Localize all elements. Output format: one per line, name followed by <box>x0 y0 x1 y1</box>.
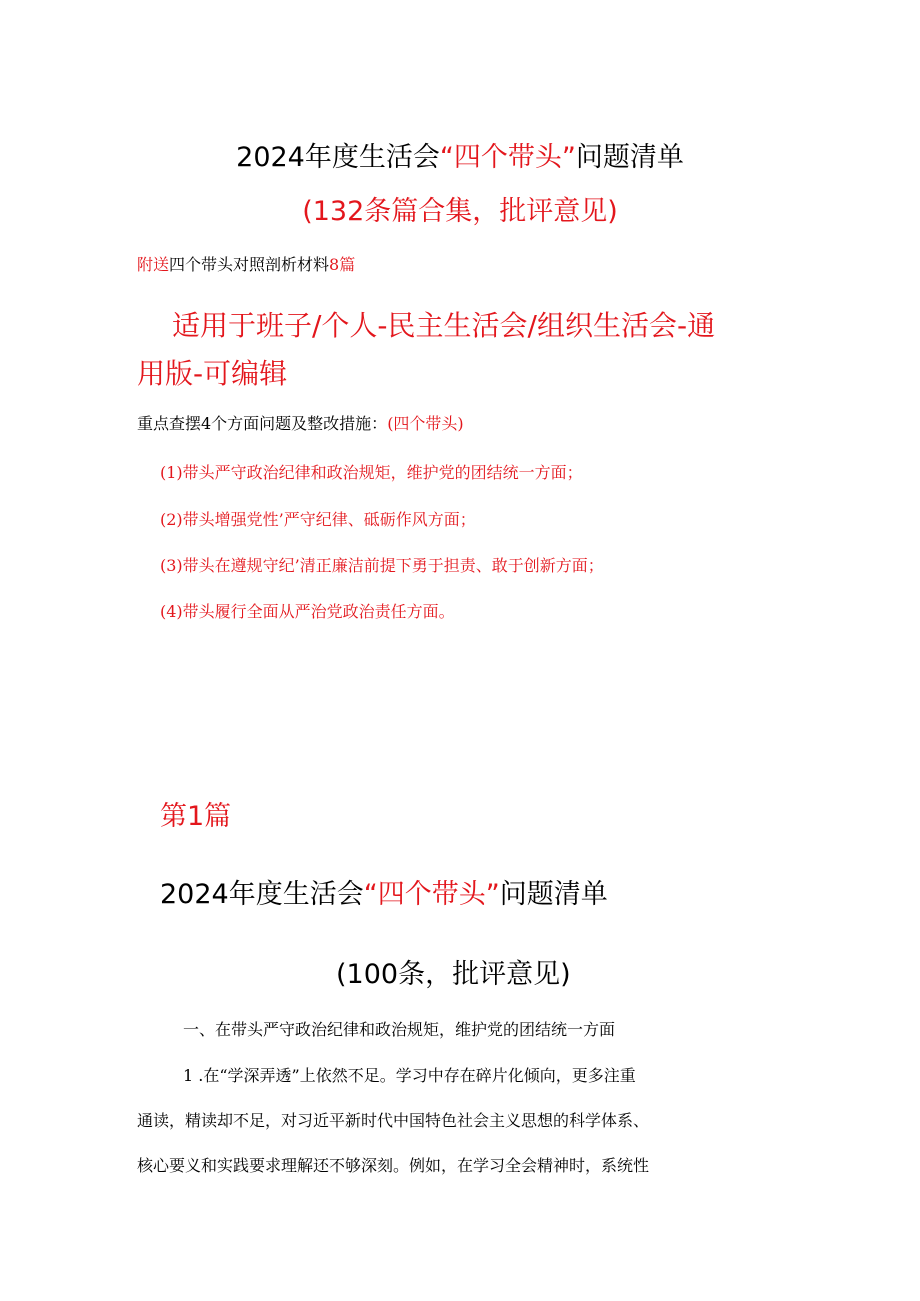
body-line-1: 1 .在“学深弄透”上依然不足。学习中存在碎片化倾向，更多注重 <box>183 1066 636 1085</box>
chapter-title <box>160 873 608 917</box>
body-line-2: 通读，精读却不足，对习近平新时代中国特色社会主义思想的科学体系、 <box>137 1111 650 1130</box>
cover-title-highlight: “四个带头” <box>439 142 576 173</box>
chapter-title-prefix: 2024年度生活会 <box>160 879 364 910</box>
focus-intro <box>137 411 464 437</box>
chapter-subtitle: (100条，批评意见) <box>336 959 571 990</box>
focus-tag: (四个带头) <box>387 414 464 433</box>
applicable-line-2: 用版-可编辑 <box>137 357 288 390</box>
focus-intro-text: 重点查摆4个方面问题及整改措施： <box>137 414 388 433</box>
body-line-3: 核心要义和实践要求理解还不够深刻。例如，在学习全会精神时，系统性 <box>137 1156 650 1175</box>
focus-point-2: (2)带头增强党性’严守纪律、砥砺作风方面； <box>160 510 476 529</box>
cover-title <box>0 136 920 180</box>
chapter-label: 第1篇 <box>160 801 232 832</box>
focus-point-1: (1)带头严守政治纪律和政治规矩，维护党的团结统一方面； <box>160 463 583 482</box>
applicable-line-1: 适用于班子/个人-民主生活会/组织生活会-通 <box>172 309 716 342</box>
attachment-text: 四个带头对照剖析材料 <box>169 255 330 274</box>
focus-point-4: (4)带头履行全面从严治党政治责任方面。 <box>160 602 455 621</box>
chapter-title-highlight: “四个带头” <box>363 879 500 910</box>
focus-point-3: (3)带头在遵规守纪’清正廉洁前提下勇于担责、敢于创新方面； <box>160 556 604 575</box>
cover-title-suffix: 问题清单 <box>575 142 684 173</box>
attachment-label: 附送 <box>137 255 170 274</box>
attachment-note <box>137 252 355 278</box>
cover-subtitle: (132条篇合集，批评意见) <box>302 196 618 227</box>
cover-title-prefix: 2024年度生活会 <box>236 142 440 173</box>
section-heading: 一、在带头严守政治纪律和政治规矩，维护党的团结统一方面 <box>183 1020 616 1039</box>
chapter-title-suffix: 问题清单 <box>499 879 608 910</box>
attachment-count: 8篇 <box>329 255 356 274</box>
